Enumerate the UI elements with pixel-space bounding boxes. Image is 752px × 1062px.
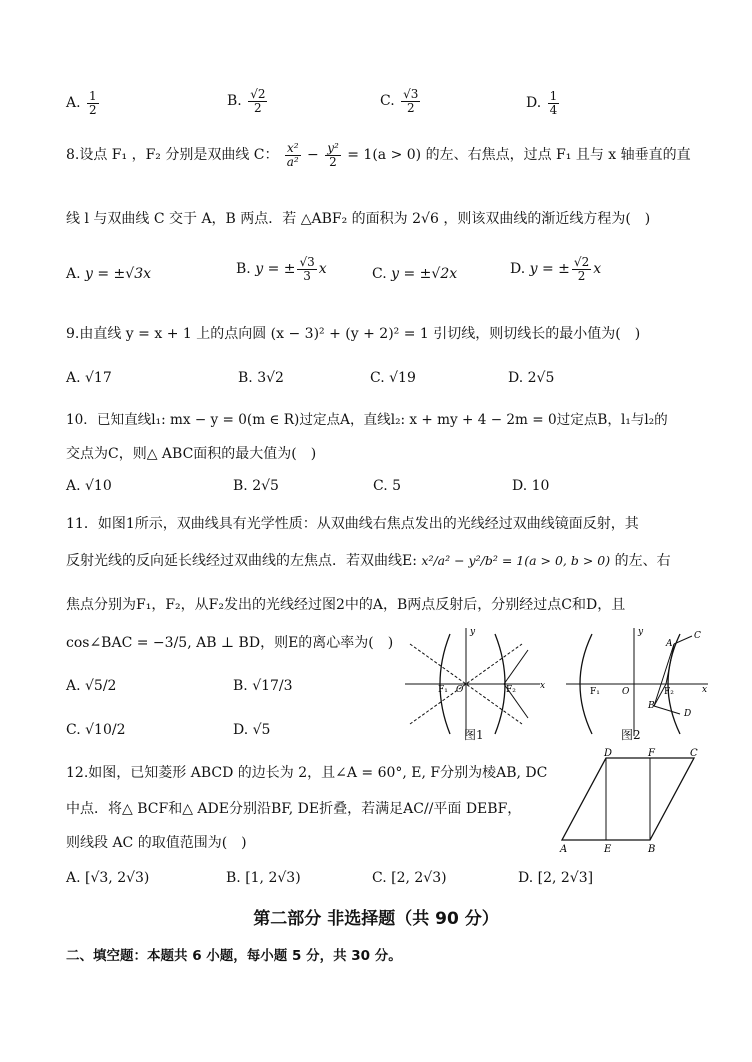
text: 8.设点 F₁ ，F₂ 分别是双曲线 C：: [66, 147, 279, 164]
q8-option-b: [236, 256, 327, 282]
label-c: C: [694, 631, 701, 641]
option-text: x: [593, 261, 602, 278]
q7-option-c: [380, 88, 422, 114]
q9-stem: 9.由直线 y = x + 1 上的点向圆 (x − 3)² + (y + 2)² = 1 引切线，则切线长的最小值为( ): [66, 326, 641, 342]
label-b: B: [648, 701, 655, 711]
text: 的左、右: [614, 553, 671, 569]
light-ray: [504, 650, 528, 684]
label-d: D: [684, 709, 692, 719]
q7-option-d: [526, 90, 561, 116]
q9-option-d: D. 2√5: [508, 370, 555, 386]
q11-option-d: D. √5: [233, 722, 271, 738]
q12-option-a: A. [√3, 2√3): [66, 870, 150, 886]
ray-b-d: [654, 706, 680, 714]
fraction: $\frac{√2}{2}$: [250, 87, 266, 115]
q8-option-c: [372, 266, 457, 282]
q11-line3: 焦点分别为F₁，F₂，从F₂发出的光线经过图2中的A，B两点反射后，分别经过点C和D，且: [66, 597, 626, 613]
label-f1: F₁: [590, 687, 600, 697]
fraction: $\frac{√3}{3}$: [299, 255, 315, 283]
option-label: B.: [236, 261, 251, 278]
option-label: B.: [227, 93, 242, 110]
q7-option-a: [66, 90, 101, 116]
q11-option-a: A. √5/2: [66, 678, 117, 694]
q8-line1: [66, 142, 691, 168]
label-f: F: [648, 748, 655, 759]
fraction: $\frac{1}{4}$: [549, 89, 558, 117]
label-x: x: [540, 681, 546, 691]
fraction: $\frac{√3}{2}$: [403, 87, 419, 115]
q12-option-c: C. [2, 2√3): [372, 870, 447, 886]
label-f1: F₁: [438, 685, 448, 695]
q9-option-c: C. √19: [370, 370, 416, 386]
q12-option-b: B. [1, 2√3): [226, 870, 301, 886]
label-y: y: [470, 627, 476, 637]
q11-line4: cos∠BAC = −3/5, AB ⊥ BD，则E的离心率为( ): [66, 635, 394, 651]
q12-option-d: D. [2, 2√3]: [518, 870, 594, 886]
fraction: $\frac{\text{x²}}{\text{a²}}$: [286, 141, 299, 169]
option-text: y = ±√3x: [85, 266, 152, 282]
q10-line1: 10．已知直线l₁: mx − y = 0(m ∈ R)过定点A，直线l₂: x + my + 4 − 2m = 0过定点B，l₁与l₂的: [66, 412, 668, 428]
q10-option-c: C. 5: [373, 478, 402, 494]
option-text: x: [318, 261, 327, 278]
fill-in-intro: 二、填空题：本题共 6 小题，每小题 5 分，共 30 分。: [66, 948, 402, 964]
q10-line2: 交点为C，则△ ABC面积的最大值为( ): [66, 446, 317, 462]
q12-line2: 中点．将△ BCF和△ ADE分别沿BF, DE折叠，若满足AC//平面 DEBF，: [66, 801, 522, 817]
option-label: D.: [526, 95, 542, 112]
q11-line1: 11．如图1所示，双曲线具有光学性质：从双曲线右焦点发出的光线经过双曲线镜面反射，其: [66, 516, 639, 532]
label-x: x: [702, 685, 708, 695]
q8-option-d: [510, 256, 601, 282]
q9-option-a: A. √17: [66, 370, 112, 386]
label-f2: F₂: [664, 687, 674, 697]
label-c: C: [690, 748, 698, 759]
label-a: A: [666, 639, 673, 649]
text: 反射光线的反向延长线经过双曲线的左焦点．若双曲线E:: [66, 553, 417, 569]
label-o: O: [622, 687, 630, 697]
q10-option-a: A. √10: [66, 478, 112, 494]
option-label: A.: [66, 266, 81, 282]
q10-option-b: B. 2√5: [233, 478, 279, 494]
option-text: y = ±√2x: [391, 266, 458, 282]
q9-option-b: B. 3√2: [238, 370, 284, 386]
option-label: C.: [372, 266, 387, 282]
fraction: $\frac{\text{y²}}{2}$: [327, 141, 339, 169]
q11-option-b: B. √17/3: [233, 678, 293, 694]
rhombus-abcd: [562, 758, 694, 840]
q8-option-a: [66, 266, 151, 282]
option-label: A.: [66, 95, 81, 112]
label-y: y: [638, 627, 644, 637]
q8-line2: 线 l 与双曲线 C 交于 A，B 两点．若 △ABF₂ 的面积为 2√6 ，则该双曲线的渐近线方程为( ): [66, 211, 651, 227]
fraction: $\frac{1}{2}$: [89, 89, 97, 117]
option-text: y = ±: [529, 261, 570, 278]
option-label: D.: [510, 261, 526, 278]
q10-option-d: D. 10: [512, 478, 550, 494]
label-e: E: [604, 844, 612, 855]
label-b: B: [648, 844, 656, 855]
q12-line3: 则线段 AC 的取值范围为( ): [66, 835, 247, 851]
q11-line2: [66, 550, 671, 570]
label-d: D: [604, 748, 613, 759]
q7-option-b: [227, 88, 269, 114]
section-title: 第二部分 非选择题（共 90 分）: [253, 909, 499, 929]
option-label: C.: [380, 93, 395, 110]
figure-1-caption: 图1: [464, 728, 484, 742]
option-text: y = ±: [255, 261, 296, 278]
figure-2-caption: 图2: [621, 728, 641, 742]
q12-line1: 12.如图，已知菱形 ABCD 的边长为 2，且∠A = 60°, E, F分别为棱AB, DC: [66, 765, 548, 781]
q11-option-c: C. √10/2: [66, 722, 126, 738]
label-a: A: [560, 844, 568, 855]
label-o: O: [456, 685, 464, 695]
rhombus-figure: [552, 748, 704, 856]
text: = 1(a > 0) 的左、右焦点，过点 F₁ 且与 x 轴垂直的直: [347, 147, 691, 164]
label-f2: F₂: [506, 685, 516, 695]
equation: x²/a² − y²/b² = 1(a > 0, b > 0): [421, 553, 611, 568]
fraction: $\frac{√2}{2}$: [573, 255, 590, 283]
text: −: [307, 147, 319, 164]
